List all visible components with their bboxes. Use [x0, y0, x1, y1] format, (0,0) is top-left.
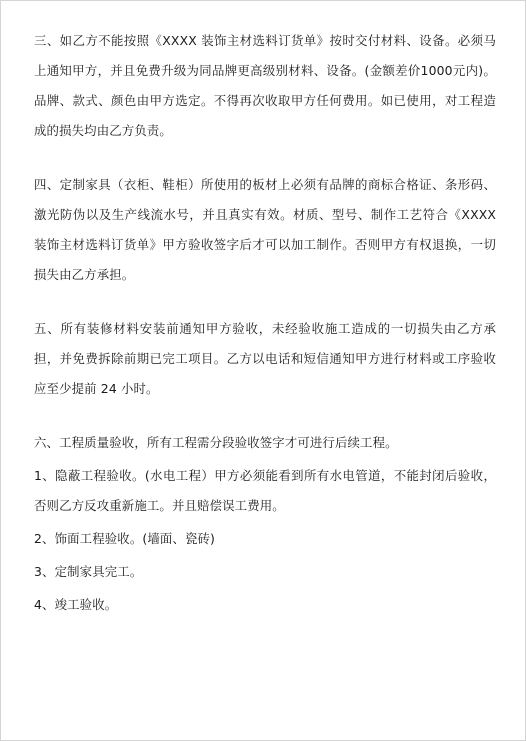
clause-six-heading: 六、工程质量验收，所有工程需分段验收签字才可进行后续工程。	[34, 435, 398, 450]
clause-five-paragraph: 五、所有装修材料安装前通知甲方验收，未经验收施工造成的一切损失由乙方承担，并免费拆除前期已完工项目。乙方以电话和短信通知甲方进行材料或工序验收应至少提前 24 小时。	[34, 321, 496, 396]
acceptance-item-concealed-works: 1、隐蔽工程验收。(水电工程）甲方必须能看到所有水电管道，不能封闭后验收，否则乙方反攻重新施工。并且赔偿误工费用。	[34, 468, 496, 513]
acceptance-item-finish-works: 2、饰面工程验收。(墙面、瓷砖)	[34, 531, 216, 546]
clause-four-paragraph: 四、定制家具（衣柜、鞋柜）所使用的板材上必须有品牌的商标合格证、条形码、激光防伪以及生产线流水号，并且真实有效。材质、型号、制作工艺符合《XXXX 装饰主材选料订货单》甲方验收签字后才可以加工制作。否则甲方有权退换，一切损失由乙方承担。	[34, 177, 496, 282]
clause-three-paragraph: 三、如乙方不能按照《XXXX 装饰主材选料订货单》按时交付材料、设备。必须马上通知甲方，并且免费升级为同品牌更高级别材料、设备。(金额差价1000元内)。品牌、款式、颜色由甲方选定。不得再次收取甲方任何费用。如已使用，对工程造成的损失均由乙方负责。	[34, 33, 496, 138]
acceptance-item-completion: 4、竣工验收。	[34, 597, 118, 612]
document-body	[34, 26, 496, 620]
acceptance-item-custom-furniture: 3、定制家具完工。	[34, 564, 143, 579]
